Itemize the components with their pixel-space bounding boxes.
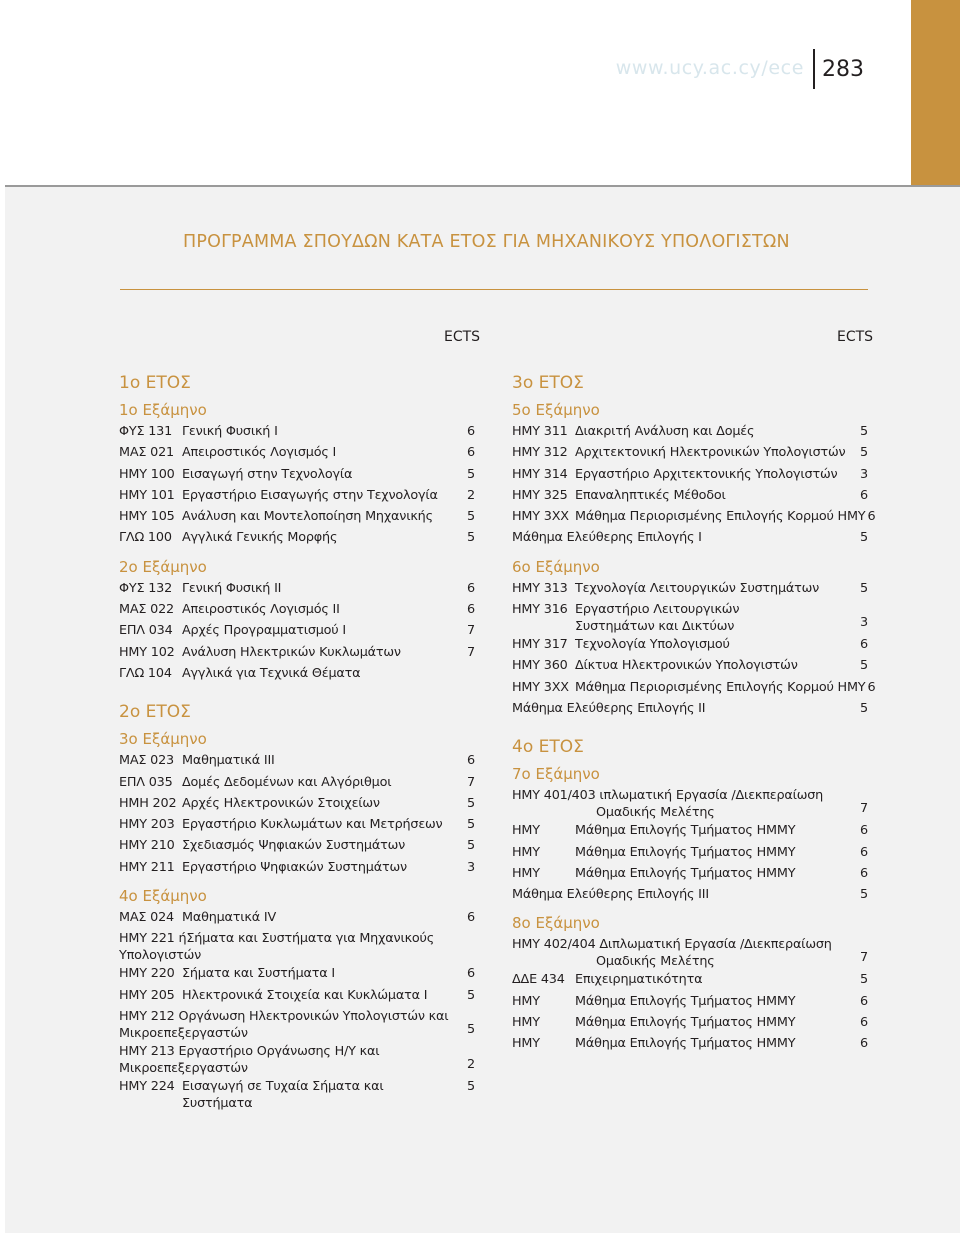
course-title: Τεχνολογία Υπολογισμού xyxy=(575,637,730,653)
course-list xyxy=(119,751,475,879)
course-title: Μάθημα Επιλογής Τμήματος ΗΜΜΥ xyxy=(575,844,796,860)
course-title: Μάθημα Επιλογής Τμήματος ΗΜΜΥ xyxy=(575,993,796,1009)
semester-heading: 1ο Εξάμηνο xyxy=(119,401,207,419)
course-code: ΗΜΥ 311 xyxy=(512,424,568,439)
course-title xyxy=(119,930,455,964)
course-ects: 6 xyxy=(467,580,475,596)
semester-heading: 5ο Εξάμηνο xyxy=(512,401,600,419)
course-list xyxy=(119,422,475,550)
thesis-line-2: Ομαδικής Μελέτης xyxy=(596,954,715,970)
course-row xyxy=(512,635,868,656)
thesis-line-2: Ομαδικής Μελέτης xyxy=(596,805,715,821)
course-title: Γενική Φυσική Ι xyxy=(182,424,278,439)
course-code: ΗΜΥ 316 xyxy=(512,602,568,618)
course-code: ΗΜΥ 325 xyxy=(512,487,568,503)
course-ects: 7 xyxy=(467,623,475,639)
year-heading: 3ο ΕΤΟΣ xyxy=(512,373,584,393)
course-title: Αγγλικά Γενικής Μορφής xyxy=(182,530,338,546)
course-title: Μαθηματικά ΙΙΙ xyxy=(182,753,275,769)
course-ects: 7 xyxy=(860,950,868,966)
course-row xyxy=(119,507,475,528)
course-ects: 5 xyxy=(467,1021,475,1037)
course-ects: 2 xyxy=(467,1056,475,1072)
ects-header-right: ECTS xyxy=(837,329,874,345)
course-row xyxy=(512,465,868,486)
title-rule xyxy=(120,289,868,290)
course-code: ΓΛΩ 104 xyxy=(119,665,172,681)
course-ects: 5 xyxy=(860,580,868,596)
course-list xyxy=(512,579,876,720)
course-row xyxy=(119,486,475,507)
course-list xyxy=(119,579,475,685)
course-code: ΜΑΣ 022 xyxy=(119,602,174,618)
course-ects: 6 xyxy=(860,637,868,653)
course-row xyxy=(512,786,868,821)
course-ects: 5 xyxy=(860,658,868,674)
course-code: ΗΜΥ xyxy=(512,844,540,860)
course-title: Μάθημα Ελεύθερης Επιλογής ΙΙ xyxy=(512,700,706,716)
course-row xyxy=(119,1077,475,1112)
course-title: Σήματα και Συστήματα Ι xyxy=(182,966,335,982)
semester-heading: 8ο Εξάμηνο xyxy=(512,914,600,933)
course-ects: 5 xyxy=(860,700,868,716)
course-row xyxy=(119,908,475,929)
course-ects: 6 xyxy=(860,823,868,839)
course-row xyxy=(512,443,868,464)
semester-heading: 2ο Εξάμηνο xyxy=(119,557,207,576)
course-code: ΜΑΣ 021 xyxy=(119,445,174,461)
course-code: ΗΜΥ 100 xyxy=(119,466,175,482)
course-ects: 3 xyxy=(467,859,475,875)
course-row xyxy=(119,621,475,642)
course-title-text: Οργάνωση Ηλεκτρονικών Υπολογιστών και Μικροεπεξεργαστών xyxy=(119,1008,449,1041)
course-title: Εργαστήριο Εισαγωγής στην Τεχνολογία xyxy=(182,487,438,503)
course-row xyxy=(512,843,868,864)
course-title: Μάθημα Επιλογής Τμήματος ΗΜΜΥ xyxy=(575,865,796,881)
course-ects: 6 xyxy=(860,844,868,860)
course-title: Μάθημα Επιλογής Τμήματος ΗΜΜΥ xyxy=(575,823,796,839)
course-title xyxy=(119,1043,455,1077)
course-ects: 6 xyxy=(860,487,868,503)
course-title: Δίκτυα Ηλεκτρονικών Υπολογιστών xyxy=(575,658,798,674)
course-ects: 5 xyxy=(467,530,475,546)
course-title: Γενική Φυσική ΙΙ xyxy=(182,580,282,596)
course-ects: 5 xyxy=(467,795,475,811)
course-row xyxy=(512,486,868,507)
course-row xyxy=(512,970,868,991)
course-title: Ανάλυση Ηλεκτρικών Κυκλωμάτων xyxy=(182,644,401,660)
course-title: Αρχιτεκτονική Ηλεκτρονικών Υπολογιστών xyxy=(575,445,846,461)
course-list xyxy=(512,422,876,550)
course-title: Εισαγωγή σε Τυχαία Σήματα και Συστήματα xyxy=(182,1078,384,1111)
course-row xyxy=(119,1042,475,1077)
course-row xyxy=(119,443,475,464)
course-ects: 6 xyxy=(467,445,475,461)
course-row xyxy=(512,507,876,528)
course-list xyxy=(119,908,475,1112)
course-ects: 5 xyxy=(467,817,475,833)
course-code: ΗΜΥ 220 xyxy=(119,966,175,982)
semester-heading: 7ο Εξάμηνο xyxy=(512,765,600,784)
course-code: ΗΜΥ 212 xyxy=(119,1008,175,1024)
course-code: ΗΜΗ 202 xyxy=(119,795,177,811)
year-heading: 1ο ΕΤΟΣ xyxy=(119,373,191,393)
course-row xyxy=(512,678,876,699)
left-column xyxy=(119,372,475,1112)
decorative-tab xyxy=(911,0,960,187)
course-code: ΕΠΛ 034 xyxy=(119,623,173,639)
course-title: Απειροστικός Λογισμός ΙΙ xyxy=(182,602,340,618)
course-ects: 6 xyxy=(867,679,876,695)
course-ects: 5 xyxy=(860,972,868,988)
course-row xyxy=(119,465,475,486)
course-ects: 3 xyxy=(860,466,868,482)
course-code: ΗΜΥ 203 xyxy=(119,817,175,833)
course-code: ΕΠΛ 035 xyxy=(119,774,173,790)
course-code: ΓΛΩ 100 xyxy=(119,530,172,546)
course-row xyxy=(119,964,475,985)
course-row xyxy=(512,656,868,677)
course-row xyxy=(119,600,475,621)
course-title: Μάθημα Ελεύθερης Επιλογής Ι xyxy=(512,530,702,546)
course-row xyxy=(512,528,868,549)
course-ects: 6 xyxy=(467,966,475,982)
course-title xyxy=(119,1008,455,1042)
thesis-line-1: ΗΜΥ 401/403 ιπλωματική Εργασία /Διεκπεραίωση xyxy=(512,788,824,804)
course-title xyxy=(512,787,848,821)
course-ects: 5 xyxy=(467,987,475,1003)
course-ects: 5 xyxy=(860,530,868,546)
thesis-line-1: ΗΜΥ 402/404 Διπλωματική Εργασία /Διεκπεραίωση xyxy=(512,937,832,953)
course-code: ΗΜΥ xyxy=(512,1036,540,1052)
course-ects: 5 xyxy=(860,887,868,903)
semester-heading: 4ο Εξάμηνο xyxy=(119,887,207,906)
course-ects: 6 xyxy=(467,424,475,439)
right-column xyxy=(512,372,876,1056)
course-row xyxy=(119,929,475,964)
course-row xyxy=(119,1007,475,1042)
course-code: ΗΜΥ 3ΧΧ xyxy=(512,509,569,525)
semester-heading: 6ο Εξάμηνο xyxy=(512,557,600,576)
course-row xyxy=(512,821,868,842)
course-title: Επαναληπτικές Μέθοδοι xyxy=(575,487,726,503)
course-code: ΗΜΥ 221 xyxy=(119,931,175,947)
course-row xyxy=(512,992,868,1013)
course-title: Εισαγωγή στην Τεχνολογία xyxy=(182,466,353,482)
course-ects: 5 xyxy=(860,445,868,461)
course-list xyxy=(512,786,868,906)
course-ects: 5 xyxy=(467,838,475,854)
course-title: Εργαστήριο Κυκλωμάτων και Μετρήσεων xyxy=(182,817,443,833)
course-ects xyxy=(455,960,475,964)
course-title: Σχεδιασμός Ψηφιακών Συστημάτων xyxy=(182,838,406,854)
course-title: Εργαστήριο Λειτουργικών Συστημάτων και Δικτύων xyxy=(575,602,740,635)
course-title: Εργαστήριο Ψηφιακών Συστημάτων xyxy=(182,859,407,875)
course-row xyxy=(512,1013,868,1034)
course-title: Μάθημα Επιλογής Τμήματος ΗΜΜΥ xyxy=(575,1036,796,1052)
course-row xyxy=(512,699,868,720)
course-code: ΗΜΥ 211 xyxy=(119,859,175,875)
course-code: ΗΜΥ xyxy=(512,865,540,881)
course-row xyxy=(512,1034,868,1055)
course-ects: 6 xyxy=(860,993,868,1009)
course-code: ΗΜΥ xyxy=(512,1015,540,1031)
semester-heading: 3ο Εξάμηνο xyxy=(119,730,207,749)
course-row xyxy=(119,986,475,1007)
ects-header-left: ECTS xyxy=(444,329,481,345)
course-code: ΗΜΥ 105 xyxy=(119,509,175,525)
course-title: Ανάλυση και Μοντελοποίηση Μηχανικής xyxy=(182,509,433,525)
course-row xyxy=(119,751,475,772)
course-row xyxy=(119,836,475,857)
course-code: ΗΜΥ xyxy=(512,823,540,839)
course-code: ΜΑΣ 023 xyxy=(119,753,174,769)
course-list xyxy=(512,935,868,1055)
course-code: ΗΜΥ 210 xyxy=(119,838,175,854)
course-ects: 7 xyxy=(860,801,868,817)
course-ects: 6 xyxy=(860,1015,868,1031)
course-code: ΗΜΥ 205 xyxy=(119,987,175,1003)
course-code: ΗΜΥ 3ΧΧ xyxy=(512,679,569,695)
course-row xyxy=(119,794,475,815)
course-row xyxy=(119,664,475,685)
course-code: ΗΜΥ xyxy=(512,993,540,1009)
course-row xyxy=(119,858,475,879)
course-code: ΗΜΥ 312 xyxy=(512,445,568,461)
course-title: Διακριτή Ανάλυση και Δομές xyxy=(575,424,755,439)
course-ects: 7 xyxy=(467,644,475,660)
course-row xyxy=(119,579,475,600)
course-title: Επιχειρηματικότητα xyxy=(575,972,703,988)
course-code: ΗΜΥ 314 xyxy=(512,466,568,482)
course-title: Αρχές Ηλεκτρονικών Στοιχείων xyxy=(182,795,380,811)
course-ects: 5 xyxy=(860,424,868,439)
course-title: Δομές Δεδομένων και Αλγόριθμοι xyxy=(182,774,392,790)
course-row xyxy=(512,885,868,906)
course-ects: 6 xyxy=(860,1036,868,1052)
course-ects: 2 xyxy=(467,487,475,503)
course-code: ΗΜΥ 102 xyxy=(119,644,175,660)
course-row xyxy=(119,422,475,443)
course-code: ΔΔΕ 434 xyxy=(512,972,565,988)
course-title: Απειροστικός Λογισμός Ι xyxy=(182,445,337,461)
course-ects: 5 xyxy=(467,1078,475,1094)
course-code: ΗΜΥ 317 xyxy=(512,637,568,653)
course-ects: 5 xyxy=(467,509,475,525)
year-heading: 4ο ΕΤΟΣ xyxy=(512,737,584,758)
course-title: Μάθημα Περιορισμένης Επιλογής Κορμού ΗΜΥ xyxy=(575,679,866,695)
course-code: ΦΥΣ 132 xyxy=(119,580,173,596)
course-row xyxy=(119,815,475,836)
course-ects: 6 xyxy=(467,753,475,769)
website-url: www.ucy.ac.cy/ece xyxy=(615,57,804,79)
course-title: Αρχές Προγραμματισμού Ι xyxy=(182,623,346,639)
course-title: Αγγλικά για Τεχνικά Θέματα xyxy=(182,665,361,681)
course-code: ΗΜΥ 313 xyxy=(512,580,568,596)
course-row xyxy=(119,643,475,664)
course-ects: 6 xyxy=(860,865,868,881)
course-ects: 6 xyxy=(867,509,876,525)
course-title: Μάθημα Περιορισμένης Επιλογής Κορμού ΗΜΥ xyxy=(575,509,866,525)
course-row xyxy=(512,864,868,885)
course-row xyxy=(512,600,868,635)
course-title: Τεχνολογία Λειτουργικών Συστημάτων xyxy=(575,580,820,596)
course-row xyxy=(119,773,475,794)
course-title-text: ήΣήματα και Συστήματα για Μηχανικούς Υπολογιστών xyxy=(119,931,435,964)
course-title: Μάθημα Ελεύθερης Επιλογής ΙΙΙ xyxy=(512,887,709,903)
course-ects: 3 xyxy=(860,615,868,631)
course-row xyxy=(512,579,868,600)
course-title-text: Εργαστήριο Οργάνωσης Η/Υ και Μικροεπεξεργαστών xyxy=(119,1043,380,1076)
course-code: ΗΜΥ 224 xyxy=(119,1078,175,1094)
course-title: Εργαστήριο Αρχιτεκτονικής Υπολογιστών xyxy=(575,466,838,482)
course-code: ΗΜΥ 101 xyxy=(119,487,175,503)
course-title: Ηλεκτρονικά Στοιχεία και Κυκλώματα Ι xyxy=(182,987,428,1003)
panel-divider xyxy=(5,185,960,187)
course-code: ΗΜΥ 213 xyxy=(119,1043,175,1059)
course-code: ΦΥΣ 131 xyxy=(119,424,173,439)
page-title: ΠΡΟΓΡΑΜΜΑ ΣΠΟΥΔΩΝ ΚΑΤΑ ΕΤΟΣ ΓΙΑ ΜΗΧΑΝΙΚΟΥΣ ΥΠΟΛΟΓΙΣΤΩΝ xyxy=(183,232,790,252)
course-ects: 7 xyxy=(467,774,475,790)
course-row xyxy=(119,528,475,549)
course-row xyxy=(512,935,868,970)
course-title: Μάθημα Επιλογής Τμήματος ΗΜΜΥ xyxy=(575,1015,796,1031)
course-title: Μαθηματικά ΙV xyxy=(182,910,277,926)
year-heading: 2ο ΕΤΟΣ xyxy=(119,702,191,723)
course-ects: 6 xyxy=(467,602,475,618)
course-row xyxy=(512,422,868,443)
course-code: ΗΜΥ 360 xyxy=(512,658,568,674)
course-title xyxy=(512,936,848,970)
course-ects: 6 xyxy=(467,910,475,926)
page-number: 283 xyxy=(822,57,864,82)
course-code: ΜΑΣ 024 xyxy=(119,910,174,926)
header-divider xyxy=(813,49,815,89)
course-ects: 5 xyxy=(467,466,475,482)
